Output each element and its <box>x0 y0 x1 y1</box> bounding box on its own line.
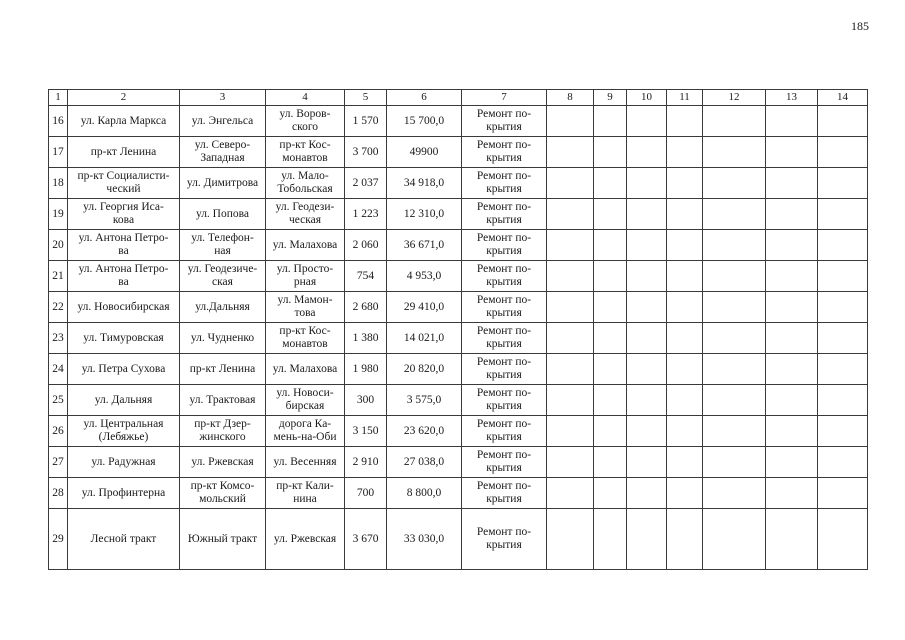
empty-cell <box>594 323 627 354</box>
empty-cell <box>766 106 818 137</box>
empty-cell <box>594 354 627 385</box>
empty-cell <box>703 106 766 137</box>
empty-cell <box>627 292 667 323</box>
to-cell: дорога Ка- мень-на-Оби <box>266 416 345 447</box>
row-number-cell: 22 <box>49 292 68 323</box>
length-cell: 300 <box>345 385 387 416</box>
from-cell: пр-кт Дзер- жинского <box>180 416 266 447</box>
empty-cell <box>667 478 703 509</box>
empty-cell <box>594 509 627 570</box>
header-row <box>49 90 868 106</box>
empty-cell <box>703 199 766 230</box>
area-cell: 29 410,0 <box>387 292 462 323</box>
work-type-cell: Ремонт по- крытия <box>462 292 547 323</box>
empty-cell <box>818 230 868 261</box>
work-type-cell: Ремонт по- крытия <box>462 230 547 261</box>
to-cell: ул. Весенняя <box>266 447 345 478</box>
empty-cell <box>818 261 868 292</box>
header-cell: 13 <box>766 90 818 106</box>
empty-cell <box>703 323 766 354</box>
to-cell: пр-кт Кос- монавтов <box>266 137 345 168</box>
empty-cell <box>627 106 667 137</box>
empty-cell <box>667 137 703 168</box>
table-row <box>49 199 868 230</box>
empty-cell <box>703 478 766 509</box>
table-row <box>49 137 868 168</box>
empty-cell <box>627 261 667 292</box>
header-cell: 14 <box>818 90 868 106</box>
header-cell: 6 <box>387 90 462 106</box>
empty-cell <box>766 230 818 261</box>
work-type-cell: Ремонт по- крытия <box>462 509 547 570</box>
street-cell: ул. Радужная <box>68 447 180 478</box>
street-cell: ул. Георгия Иса- кова <box>68 199 180 230</box>
empty-cell <box>547 416 594 447</box>
empty-cell <box>818 168 868 199</box>
row-number-cell: 21 <box>49 261 68 292</box>
empty-cell <box>667 447 703 478</box>
street-cell: ул. Тимуровская <box>68 323 180 354</box>
row-number-cell: 17 <box>49 137 68 168</box>
to-cell: ул. Малахова <box>266 230 345 261</box>
empty-cell <box>667 199 703 230</box>
area-cell: 27 038,0 <box>387 447 462 478</box>
from-cell: пр-кт Комсо- мольский <box>180 478 266 509</box>
from-cell: пр-кт Ленина <box>180 354 266 385</box>
length-cell: 2 037 <box>345 168 387 199</box>
area-cell: 23 620,0 <box>387 416 462 447</box>
empty-cell <box>818 447 868 478</box>
empty-cell <box>667 416 703 447</box>
empty-cell <box>818 385 868 416</box>
empty-cell <box>818 323 868 354</box>
table-row <box>49 416 868 447</box>
empty-cell <box>818 354 868 385</box>
empty-cell <box>547 292 594 323</box>
empty-cell <box>627 168 667 199</box>
empty-cell <box>766 416 818 447</box>
work-type-cell: Ремонт по- крытия <box>462 354 547 385</box>
length-cell: 3 150 <box>345 416 387 447</box>
length-cell: 1 380 <box>345 323 387 354</box>
row-number-cell: 19 <box>49 199 68 230</box>
to-cell: ул. Просто- рная <box>266 261 345 292</box>
from-cell: Южный тракт <box>180 509 266 570</box>
empty-cell <box>818 137 868 168</box>
street-cell: ул. Профинтерна <box>68 478 180 509</box>
from-cell: ул. Северо- Западная <box>180 137 266 168</box>
row-number-cell: 20 <box>49 230 68 261</box>
empty-cell <box>667 385 703 416</box>
length-cell: 2 680 <box>345 292 387 323</box>
area-cell: 20 820,0 <box>387 354 462 385</box>
area-cell: 34 918,0 <box>387 168 462 199</box>
page-number: 185 <box>851 19 869 33</box>
area-cell: 36 671,0 <box>387 230 462 261</box>
empty-cell <box>667 261 703 292</box>
table-body <box>49 90 868 570</box>
empty-cell <box>547 199 594 230</box>
empty-cell <box>766 385 818 416</box>
empty-cell <box>766 168 818 199</box>
row-number-cell: 28 <box>49 478 68 509</box>
header-cell: 1 <box>49 90 68 106</box>
row-number-cell: 24 <box>49 354 68 385</box>
street-cell: ул. Петра Сухова <box>68 354 180 385</box>
header-cell: 10 <box>627 90 667 106</box>
from-cell: ул. Ржевская <box>180 447 266 478</box>
street-cell: пр-кт Ленина <box>68 137 180 168</box>
table-row <box>49 354 868 385</box>
row-number-cell: 29 <box>49 509 68 570</box>
empty-cell <box>667 323 703 354</box>
area-cell: 12 310,0 <box>387 199 462 230</box>
empty-cell <box>594 478 627 509</box>
header-cell: 9 <box>594 90 627 106</box>
empty-cell <box>818 292 868 323</box>
empty-cell <box>594 447 627 478</box>
table-row <box>49 385 868 416</box>
empty-cell <box>703 261 766 292</box>
table-row <box>49 230 868 261</box>
empty-cell <box>766 354 818 385</box>
street-cell: ул. Новосибирская <box>68 292 180 323</box>
empty-cell <box>594 416 627 447</box>
row-number-cell: 27 <box>49 447 68 478</box>
table-row <box>49 261 868 292</box>
length-cell: 1 980 <box>345 354 387 385</box>
empty-cell <box>818 416 868 447</box>
empty-cell <box>594 292 627 323</box>
empty-cell <box>703 168 766 199</box>
empty-cell <box>627 137 667 168</box>
table-row <box>49 478 868 509</box>
road-repair-table <box>48 89 868 570</box>
header-cell: 8 <box>547 90 594 106</box>
empty-cell <box>547 354 594 385</box>
to-cell: ул. Геодези- ческая <box>266 199 345 230</box>
work-type-cell: Ремонт по- крытия <box>462 323 547 354</box>
area-cell: 3 575,0 <box>387 385 462 416</box>
work-type-cell: Ремонт по- крытия <box>462 416 547 447</box>
empty-cell <box>547 323 594 354</box>
empty-cell <box>667 292 703 323</box>
empty-cell <box>627 478 667 509</box>
table-row <box>49 323 868 354</box>
table-row <box>49 106 868 137</box>
work-type-cell: Ремонт по- крытия <box>462 168 547 199</box>
from-cell: ул. Трактовая <box>180 385 266 416</box>
empty-cell <box>547 261 594 292</box>
empty-cell <box>594 385 627 416</box>
empty-cell <box>667 168 703 199</box>
from-cell: ул. Энгельса <box>180 106 266 137</box>
empty-cell <box>766 478 818 509</box>
empty-cell <box>547 106 594 137</box>
to-cell: пр-кт Кали- нина <box>266 478 345 509</box>
area-cell: 15 700,0 <box>387 106 462 137</box>
work-type-cell: Ремонт по- крытия <box>462 447 547 478</box>
empty-cell <box>703 447 766 478</box>
empty-cell <box>667 106 703 137</box>
empty-cell <box>766 323 818 354</box>
street-cell: ул. Центральная (Лебяжье) <box>68 416 180 447</box>
from-cell: ул. Телефон- ная <box>180 230 266 261</box>
empty-cell <box>766 447 818 478</box>
empty-cell <box>703 385 766 416</box>
empty-cell <box>667 230 703 261</box>
empty-cell <box>818 199 868 230</box>
row-number-cell: 16 <box>49 106 68 137</box>
empty-cell <box>594 106 627 137</box>
empty-cell <box>703 416 766 447</box>
empty-cell <box>667 509 703 570</box>
empty-cell <box>547 478 594 509</box>
empty-cell <box>766 261 818 292</box>
row-number-cell: 26 <box>49 416 68 447</box>
empty-cell <box>594 230 627 261</box>
to-cell: ул. Мамон- това <box>266 292 345 323</box>
length-cell: 754 <box>345 261 387 292</box>
length-cell: 1 223 <box>345 199 387 230</box>
to-cell: ул. Воров- ского <box>266 106 345 137</box>
empty-cell <box>547 447 594 478</box>
empty-cell <box>547 137 594 168</box>
to-cell: ул. Ржевская <box>266 509 345 570</box>
empty-cell <box>766 509 818 570</box>
length-cell: 2 060 <box>345 230 387 261</box>
to-cell: пр-кт Кос- монавтов <box>266 323 345 354</box>
empty-cell <box>627 416 667 447</box>
empty-cell <box>766 137 818 168</box>
street-cell: Лесной тракт <box>68 509 180 570</box>
length-cell: 1 570 <box>345 106 387 137</box>
empty-cell <box>594 137 627 168</box>
empty-cell <box>667 354 703 385</box>
length-cell: 3 700 <box>345 137 387 168</box>
work-type-cell: Ремонт по- крытия <box>462 137 547 168</box>
empty-cell <box>547 168 594 199</box>
empty-cell <box>627 509 667 570</box>
row-number-cell: 18 <box>49 168 68 199</box>
table-row <box>49 292 868 323</box>
table-row <box>49 509 868 570</box>
from-cell: ул. Попова <box>180 199 266 230</box>
from-cell: ул. Димитрова <box>180 168 266 199</box>
length-cell: 2 910 <box>345 447 387 478</box>
from-cell: ул.Дальняя <box>180 292 266 323</box>
empty-cell <box>627 354 667 385</box>
row-number-cell: 23 <box>49 323 68 354</box>
empty-cell <box>627 385 667 416</box>
table-row <box>49 168 868 199</box>
row-number-cell: 25 <box>49 385 68 416</box>
to-cell: ул. Мало- Тобольская <box>266 168 345 199</box>
header-cell: 12 <box>703 90 766 106</box>
area-cell: 4 953,0 <box>387 261 462 292</box>
street-cell: пр-кт Социалисти- ческий <box>68 168 180 199</box>
street-cell: ул. Антона Петро- ва <box>68 230 180 261</box>
empty-cell <box>818 478 868 509</box>
length-cell: 3 670 <box>345 509 387 570</box>
empty-cell <box>818 509 868 570</box>
empty-cell <box>594 199 627 230</box>
work-type-cell: Ремонт по- крытия <box>462 199 547 230</box>
empty-cell <box>703 137 766 168</box>
to-cell: ул. Малахова <box>266 354 345 385</box>
area-cell: 8 800,0 <box>387 478 462 509</box>
empty-cell <box>627 447 667 478</box>
header-cell: 3 <box>180 90 266 106</box>
table-row <box>49 447 868 478</box>
empty-cell <box>703 354 766 385</box>
to-cell: ул. Новоси- бирская <box>266 385 345 416</box>
length-cell: 700 <box>345 478 387 509</box>
from-cell: ул. Чудненко <box>180 323 266 354</box>
empty-cell <box>547 509 594 570</box>
empty-cell <box>627 199 667 230</box>
empty-cell <box>627 323 667 354</box>
empty-cell <box>703 230 766 261</box>
header-cell: 4 <box>266 90 345 106</box>
street-cell: ул. Дальняя <box>68 385 180 416</box>
header-cell: 11 <box>667 90 703 106</box>
header-cell: 5 <box>345 90 387 106</box>
header-cell: 2 <box>68 90 180 106</box>
empty-cell <box>766 292 818 323</box>
empty-cell <box>547 385 594 416</box>
area-cell: 49900 <box>387 137 462 168</box>
street-cell: ул. Антона Петро- ва <box>68 261 180 292</box>
empty-cell <box>594 168 627 199</box>
empty-cell <box>703 292 766 323</box>
empty-cell <box>703 509 766 570</box>
area-cell: 14 021,0 <box>387 323 462 354</box>
header-cell: 7 <box>462 90 547 106</box>
empty-cell <box>594 261 627 292</box>
empty-cell <box>818 106 868 137</box>
empty-cell <box>547 230 594 261</box>
work-type-cell: Ремонт по- крытия <box>462 385 547 416</box>
area-cell: 33 030,0 <box>387 509 462 570</box>
work-type-cell: Ремонт по- крытия <box>462 106 547 137</box>
empty-cell <box>627 230 667 261</box>
from-cell: ул. Геодезиче- ская <box>180 261 266 292</box>
work-type-cell: Ремонт по- крытия <box>462 261 547 292</box>
empty-cell <box>766 199 818 230</box>
work-type-cell: Ремонт по- крытия <box>462 478 547 509</box>
street-cell: ул. Карла Маркса <box>68 106 180 137</box>
